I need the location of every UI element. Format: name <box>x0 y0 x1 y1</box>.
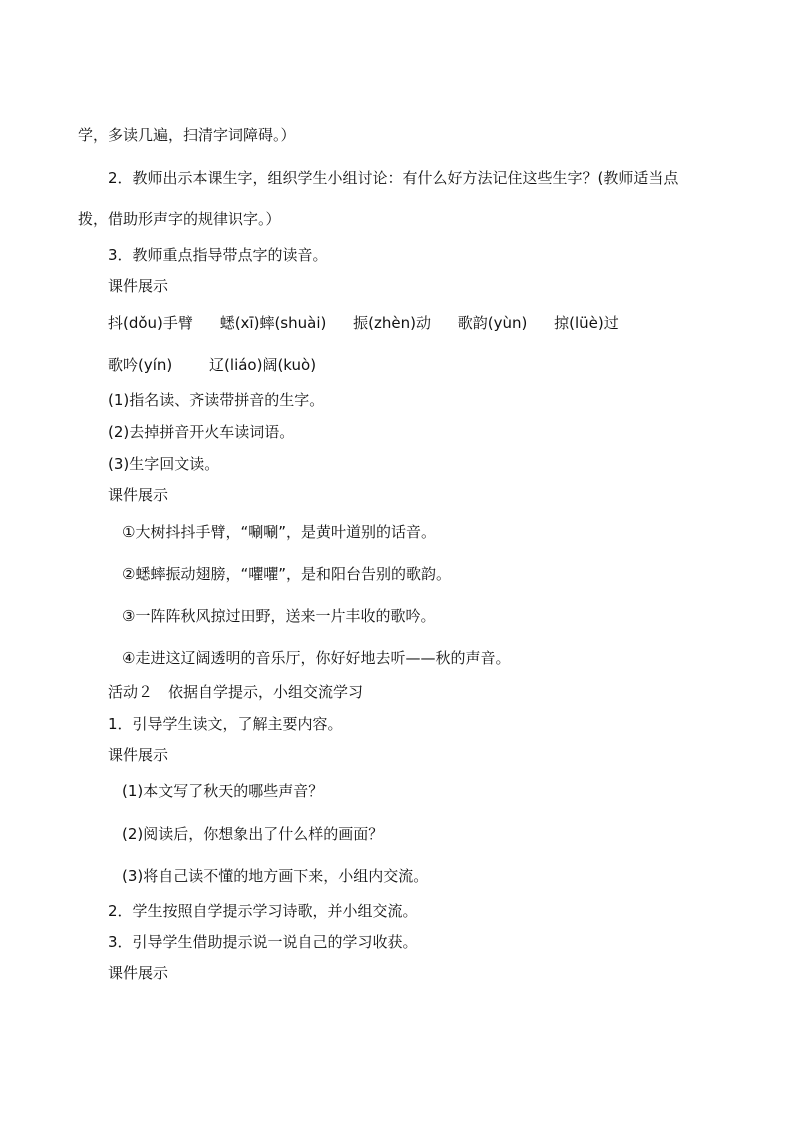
section-label: 课件展示 <box>108 486 169 504</box>
pinyin-word: 歌吟(yín) <box>108 356 173 374</box>
text-line: (3)生字回文读。 <box>108 455 220 473</box>
pinyin-word: 辽(liáo)阔(kuò) <box>209 356 317 374</box>
question-item: (2)阅读后，你想象出了什么样的画面？ <box>122 825 384 843</box>
text-line: (2)去掉拼音开火车读词语。 <box>108 423 295 441</box>
question-item: (1)本文写了秋天的哪些声音？ <box>122 782 324 800</box>
example-sentence: ④走进这辽阔透明的音乐厅，你好好地去听——秋的声音。 <box>122 649 511 667</box>
text-line: 2．学生按照自学提示学习诗歌，并小组交流。 <box>108 902 418 920</box>
example-sentence: ①大树抖抖手臂，“唰唰”，是黄叶道别的话音。 <box>122 523 436 541</box>
section-label: 课件展示 <box>108 277 169 295</box>
pinyin-row <box>108 313 619 333</box>
question-item: (3)将自己读不懂的地方画下来，小组内交流。 <box>122 867 429 885</box>
text-line: 3．引导学生借助提示说一说自己的学习收获。 <box>108 933 418 951</box>
section-label: 课件展示 <box>108 746 169 764</box>
example-sentence: ②蟋蟀振动翅膀，“㘗㘗”，是和阳台告别的歌韵。 <box>122 565 451 583</box>
text-line: (1)指名读、齐读带拼音的生字。 <box>108 391 325 409</box>
activity-heading: 活动２ 依据自学提示，小组交流学习 <box>108 683 364 701</box>
text-line: 学，多读几遍，扫清字词障碍。） <box>78 126 296 144</box>
pinyin-word: 掠(lüè)过 <box>554 314 619 332</box>
text-line: 2．教师出示本课生字，组织学生小组讨论：有什么好方法记住这些生字？(教师适当点 <box>108 169 679 187</box>
pinyin-word: 振(zhèn)动 <box>353 314 431 332</box>
text-line: 拨，借助形声字的规律识字。） <box>78 210 281 228</box>
pinyin-word: 抖(dǒu)手臂 <box>108 314 193 332</box>
section-label: 课件展示 <box>108 964 169 982</box>
text-line: 3．教师重点指导带点字的读音。 <box>108 246 328 264</box>
pinyin-row <box>108 355 316 375</box>
text-line: 1．引导学生读文，了解主要内容。 <box>108 715 343 733</box>
pinyin-word: 蟋(xī)蟀(shuài) <box>219 314 327 332</box>
pinyin-word: 歌韵(yùn) <box>457 314 528 332</box>
example-sentence: ③一阵阵秋风掠过田野，送来一片丰收的歌吟。 <box>122 607 436 625</box>
